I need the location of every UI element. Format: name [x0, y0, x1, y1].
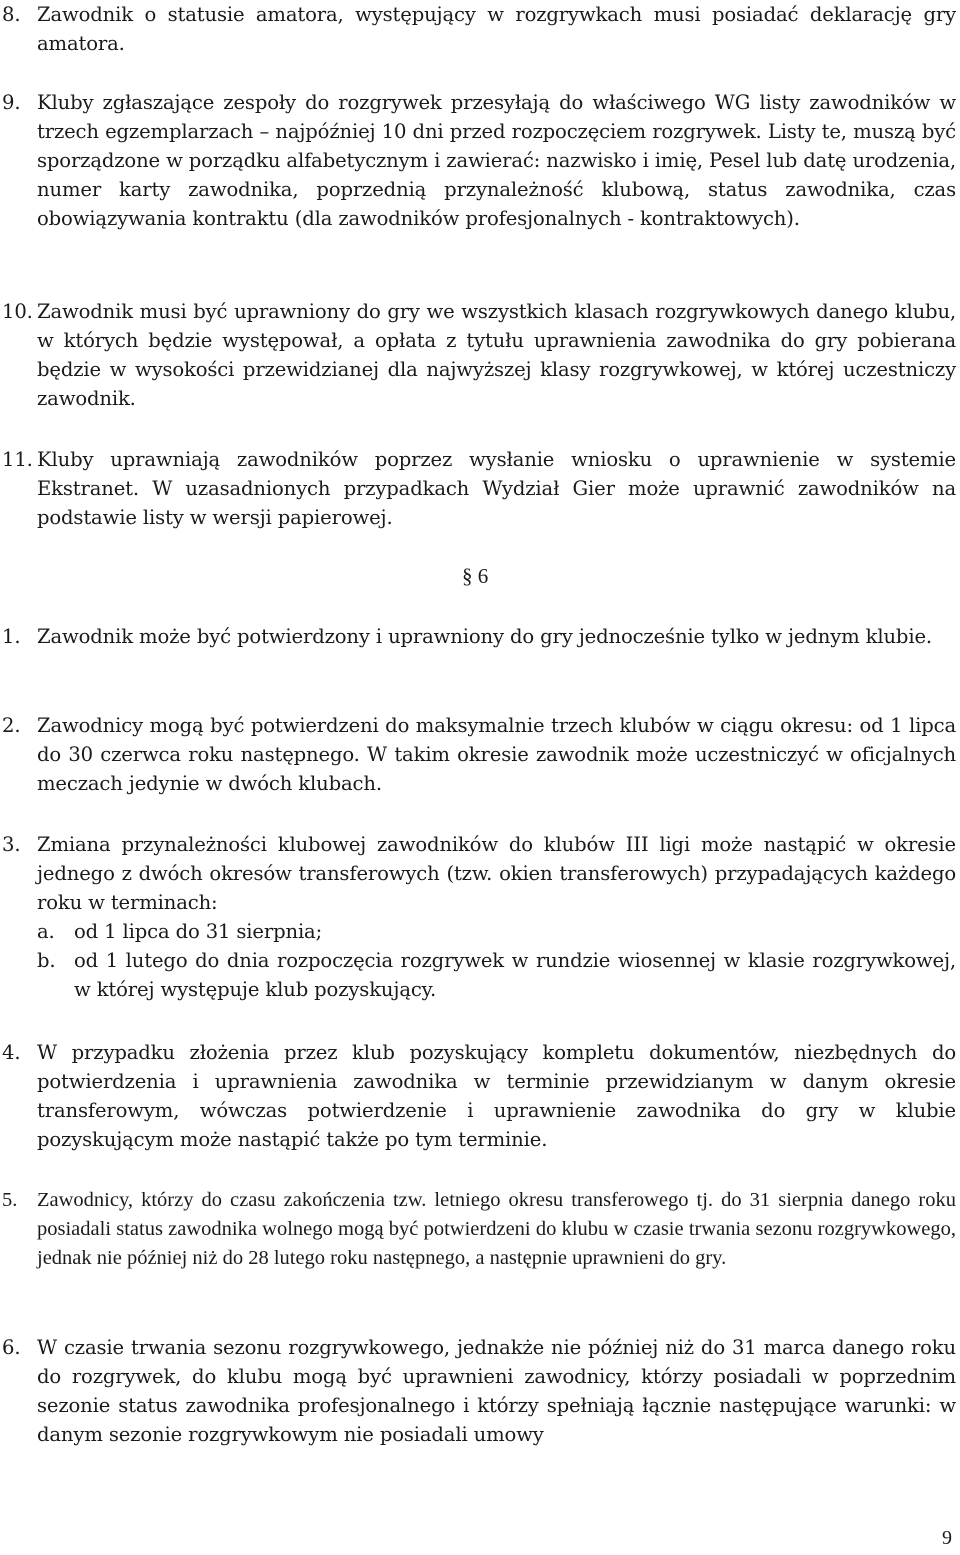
list-item-5: [0, 1186, 956, 1273]
list-item-8: [0, 0, 956, 58]
item-text: Zawodnik może być potwierdzony i uprawniony do gry jednocześnie tylko w jednym klubie.: [37, 625, 932, 648]
item-text: Zawodnicy mogą być potwierdzeni do maksymalnie trzech klubów w ciągu okresu: od 1 lipca do 30 czerwca roku następnego. W takim okresie zawodnik może uczestniczyć w oficjalnych meczach jedynie w dwóch klubach.: [37, 714, 956, 795]
sub-item-text: od 1 lipca do 31 sierpnia;: [74, 920, 323, 943]
item-number: 11.: [2, 448, 33, 471]
item-text: W czasie trwania sezonu rozgrywkowego, jednakże nie później niż do 31 marca danego roku do rozgrywek, do klubu mogą być uprawnieni zawodnicy, którzy posiadali w poprzednim sezonie status zawodnika profesjonalnego i którzy spełniają łącznie następujące warunki: w danym sezonie rozgrywkowym nie posiadali umowy: [37, 1336, 956, 1446]
item-text: Kluby uprawniają zawodników poprzez wysłanie wniosku o uprawnienie w systemie Ekstranet. W uzasadnionych przypadkach Wydział Gier może uprawnić zawodników na podstawie listy w wersji papierowej.: [37, 448, 956, 529]
item-text: Zmiana przynależności klubowej zawodników do klubów III ligi może nastąpić w okresie jednego z dwóch okresów transferowych (tzw. okien transferowych) przypadających każdego roku w terminach:: [37, 833, 956, 914]
item-text: W przypadku złożenia przez klub pozyskujący kompletu dokumentów, niezbędnych do potwierdzenia i uprawnienia zawodnika w terminie przewidzianym w danym okresie transferowym, wówczas potwierdzenie i uprawnienie zawodnika do gry w klubie pozyskującym może nastąpić także po tym terminie.: [37, 1041, 956, 1151]
list-item-9: [0, 88, 956, 233]
item-number: 6.: [2, 1336, 21, 1359]
item-number: 5.: [2, 1189, 18, 1211]
item-text: Zawodnicy, którzy do czasu zakończenia tzw. letniego okresu transferowego tj. do 31 sierpnia danego roku posiadali status zawodnika wolnego mogą być potwierdzeni do klubu w czasie trwania sezonu rozgrywkowego, jednak nie później niż do 28 lutego roku następnego, a następnie uprawnieni do gry.: [37, 1189, 956, 1269]
item-number: 8.: [2, 3, 21, 26]
section-heading: § 6: [462, 564, 489, 588]
list-item-2: [0, 711, 956, 798]
item-number: 2.: [2, 714, 21, 737]
item-number: 1.: [2, 625, 21, 648]
sub-item-letter: a.: [37, 920, 55, 943]
item-number: 9.: [2, 91, 21, 114]
item-text: Zawodnik o statusie amatora, występujący w rozgrywkach musi posiadać deklarację gry amatora.: [37, 3, 956, 55]
item-number: 4.: [2, 1041, 21, 1064]
item-number: 3.: [2, 833, 21, 856]
list-item-11: [0, 445, 956, 532]
list-item-3: [0, 830, 956, 1004]
sub-item-b: [37, 946, 956, 1004]
item-text: Zawodnik musi być uprawniony do gry we wszystkich klasach rozgrywkowych danego klubu, w których będzie występował, a opłata z tytułu uprawnienia zawodnika do gry pobierana będzie w wysokości przewidzianej dla najwyższej klasy rozgrywkowej, w której uczestniczy zawodnik.: [37, 300, 956, 410]
item-text: Kluby zgłaszające zespoły do rozgrywek przesyłają do właściwego WG listy zawodników w trzech egzemplarzach – najpóźniej 10 dni przed rozpoczęciem rozgrywek. Listy te, muszą być sporządzone w porządku alfabetycznym i zawierać: nazwisko i imię, Pesel lub datę urodzenia, numer karty zawodnika, poprzednią przynależność klubową, status zawodnika, czas obowiązywania kontraktu (dla zawodników profesjonalnych - kontraktowych).: [37, 91, 956, 230]
list-item-4: [0, 1038, 956, 1154]
list-item-1: [0, 622, 956, 651]
item-number: 10.: [2, 300, 33, 323]
sub-item-text: od 1 lutego do dnia rozpoczęcia rozgrywek w rundzie wiosennej w klasie rozgrywkowej, w której występuje klub pozyskujący.: [74, 949, 956, 1001]
sub-item-a: [37, 917, 956, 946]
list-item-10: [0, 297, 956, 413]
list-item-6: [0, 1333, 956, 1449]
sub-item-letter: b.: [37, 949, 56, 972]
page-number: 9: [942, 1527, 952, 1549]
